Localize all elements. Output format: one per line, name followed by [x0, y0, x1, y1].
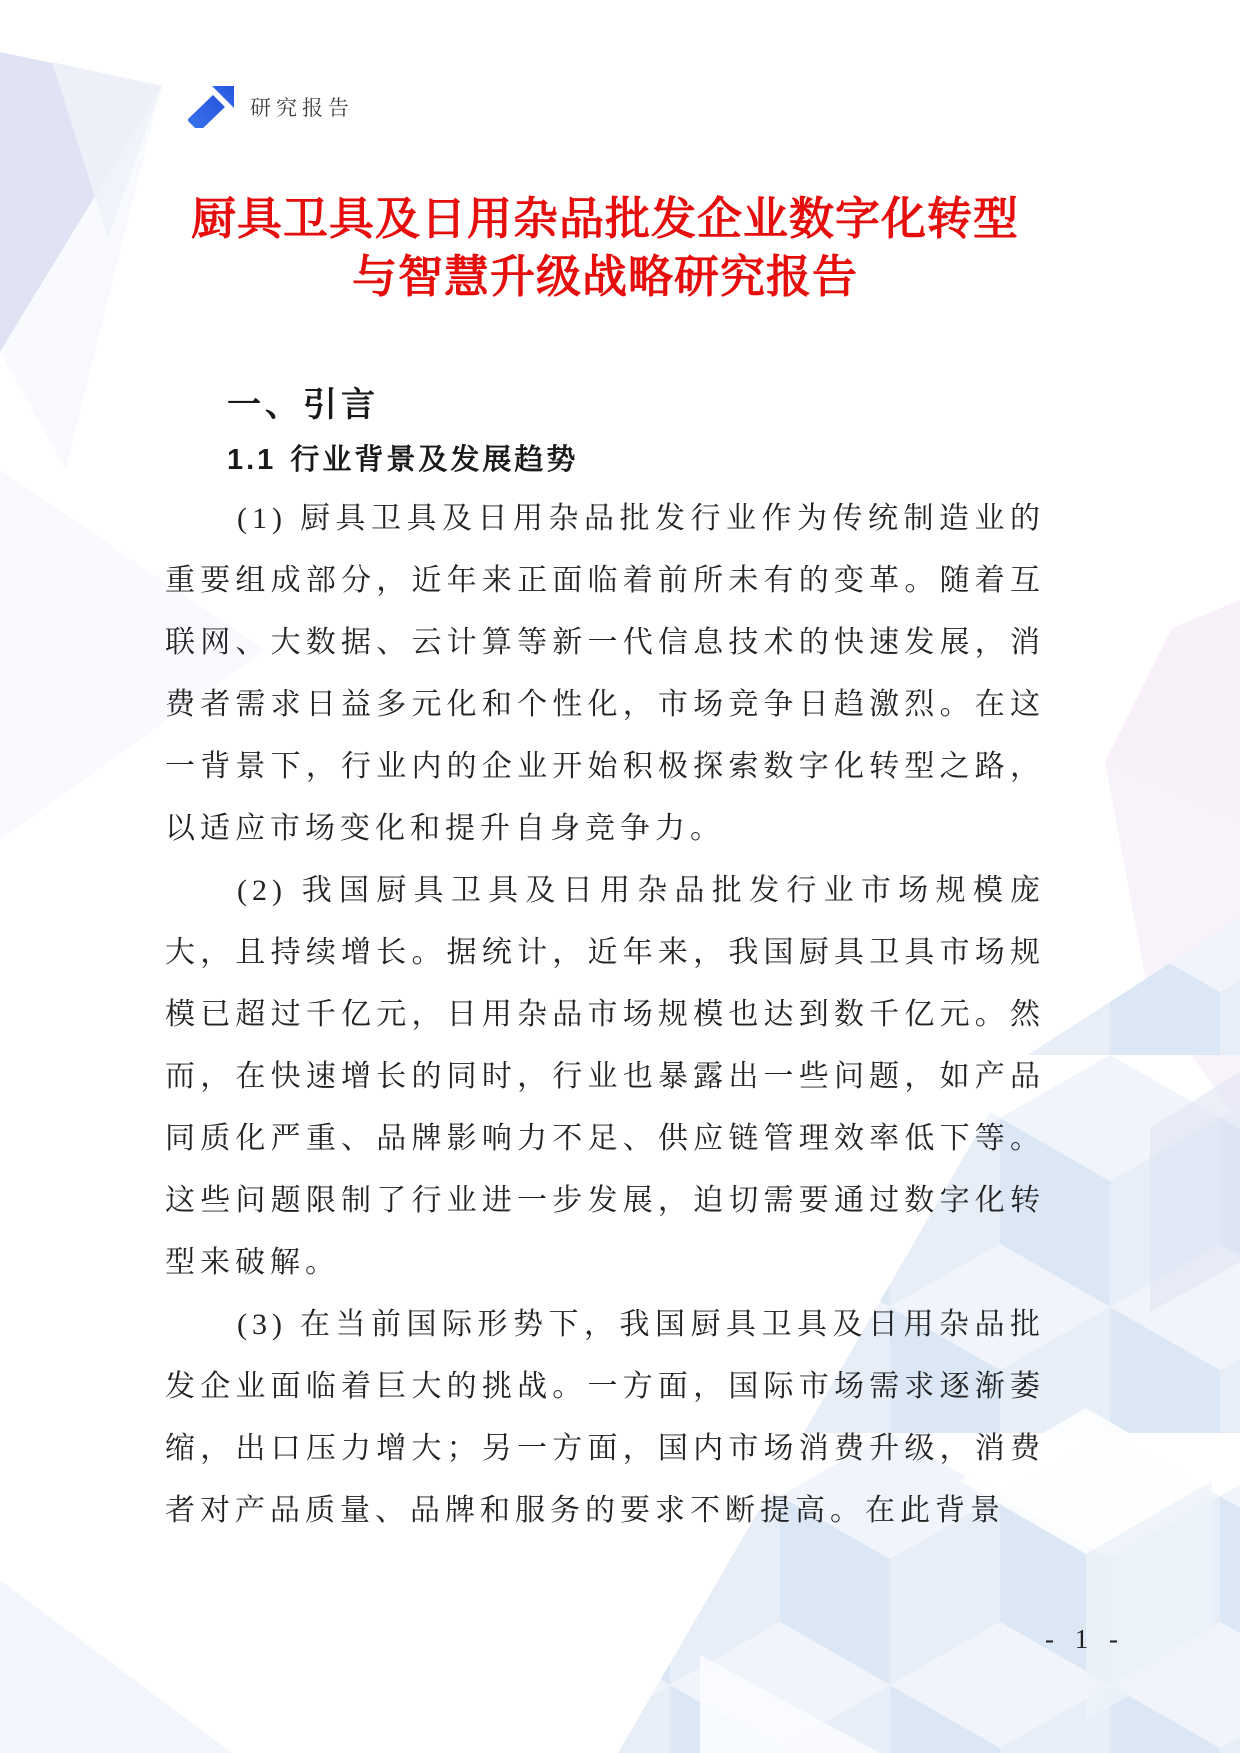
body-text — [165, 488, 1045, 1542]
subsection-title: 行业背景及发展趋势 — [290, 444, 579, 476]
subsection-number: 1.1 — [227, 444, 277, 476]
body-paragraph: (3) 在当前国际形势下，我国厨具卫具及日用杂品批发企业面临着巨大的挑战。一方面，国际市场需求逐渐萎缩，出口压力增大；另一方面，国内市场消费升级，消费者对产品质量、品牌和服务的要求不断提高。在此背景 — [165, 1308, 1045, 1527]
report-title-line2: 与智慧升级战略研究报告 — [351, 251, 858, 302]
subsection-heading — [227, 440, 1045, 480]
section-heading: 一、引言 — [227, 386, 379, 424]
report-title — [165, 190, 1045, 306]
page-number: - 1 - — [1045, 1624, 1125, 1654]
logo-label: 研究报告 — [250, 96, 354, 120]
body-paragraph: (1) 厨具卫具及日用杂品批发行业作为传统制造业的重要组成部分，近年来正面临着前所未有的变革。随着互联网、大数据、云计算等新一代信息技术的快速发展，消费者需求日益多元化和个性化，市场竞争日趋激烈。在这一背景下，行业内的企业开始积极探索数字化转型之路，以适应市场变化和提升自身竞争力。 — [165, 502, 1045, 845]
body-paragraph: (2) 我国厨具卫具及日用杂品批发行业市场规模庞大，且持续增长。据统计，近年来，我国厨具卫具市场规模已超过千亿元，日用杂品市场规模也达到数千亿元。然而，在快速增长的同时，行业也暴露出一些问题，如产品同质化严重、品牌影响力不足、供应链管理效率低下等。这些问题限制了行业进一步发展，迫切需要通过数字化转型来破解。 — [165, 874, 1045, 1279]
report-title-line1: 厨具卫具及日用杂品批发企业数字化转型 — [190, 193, 1019, 244]
